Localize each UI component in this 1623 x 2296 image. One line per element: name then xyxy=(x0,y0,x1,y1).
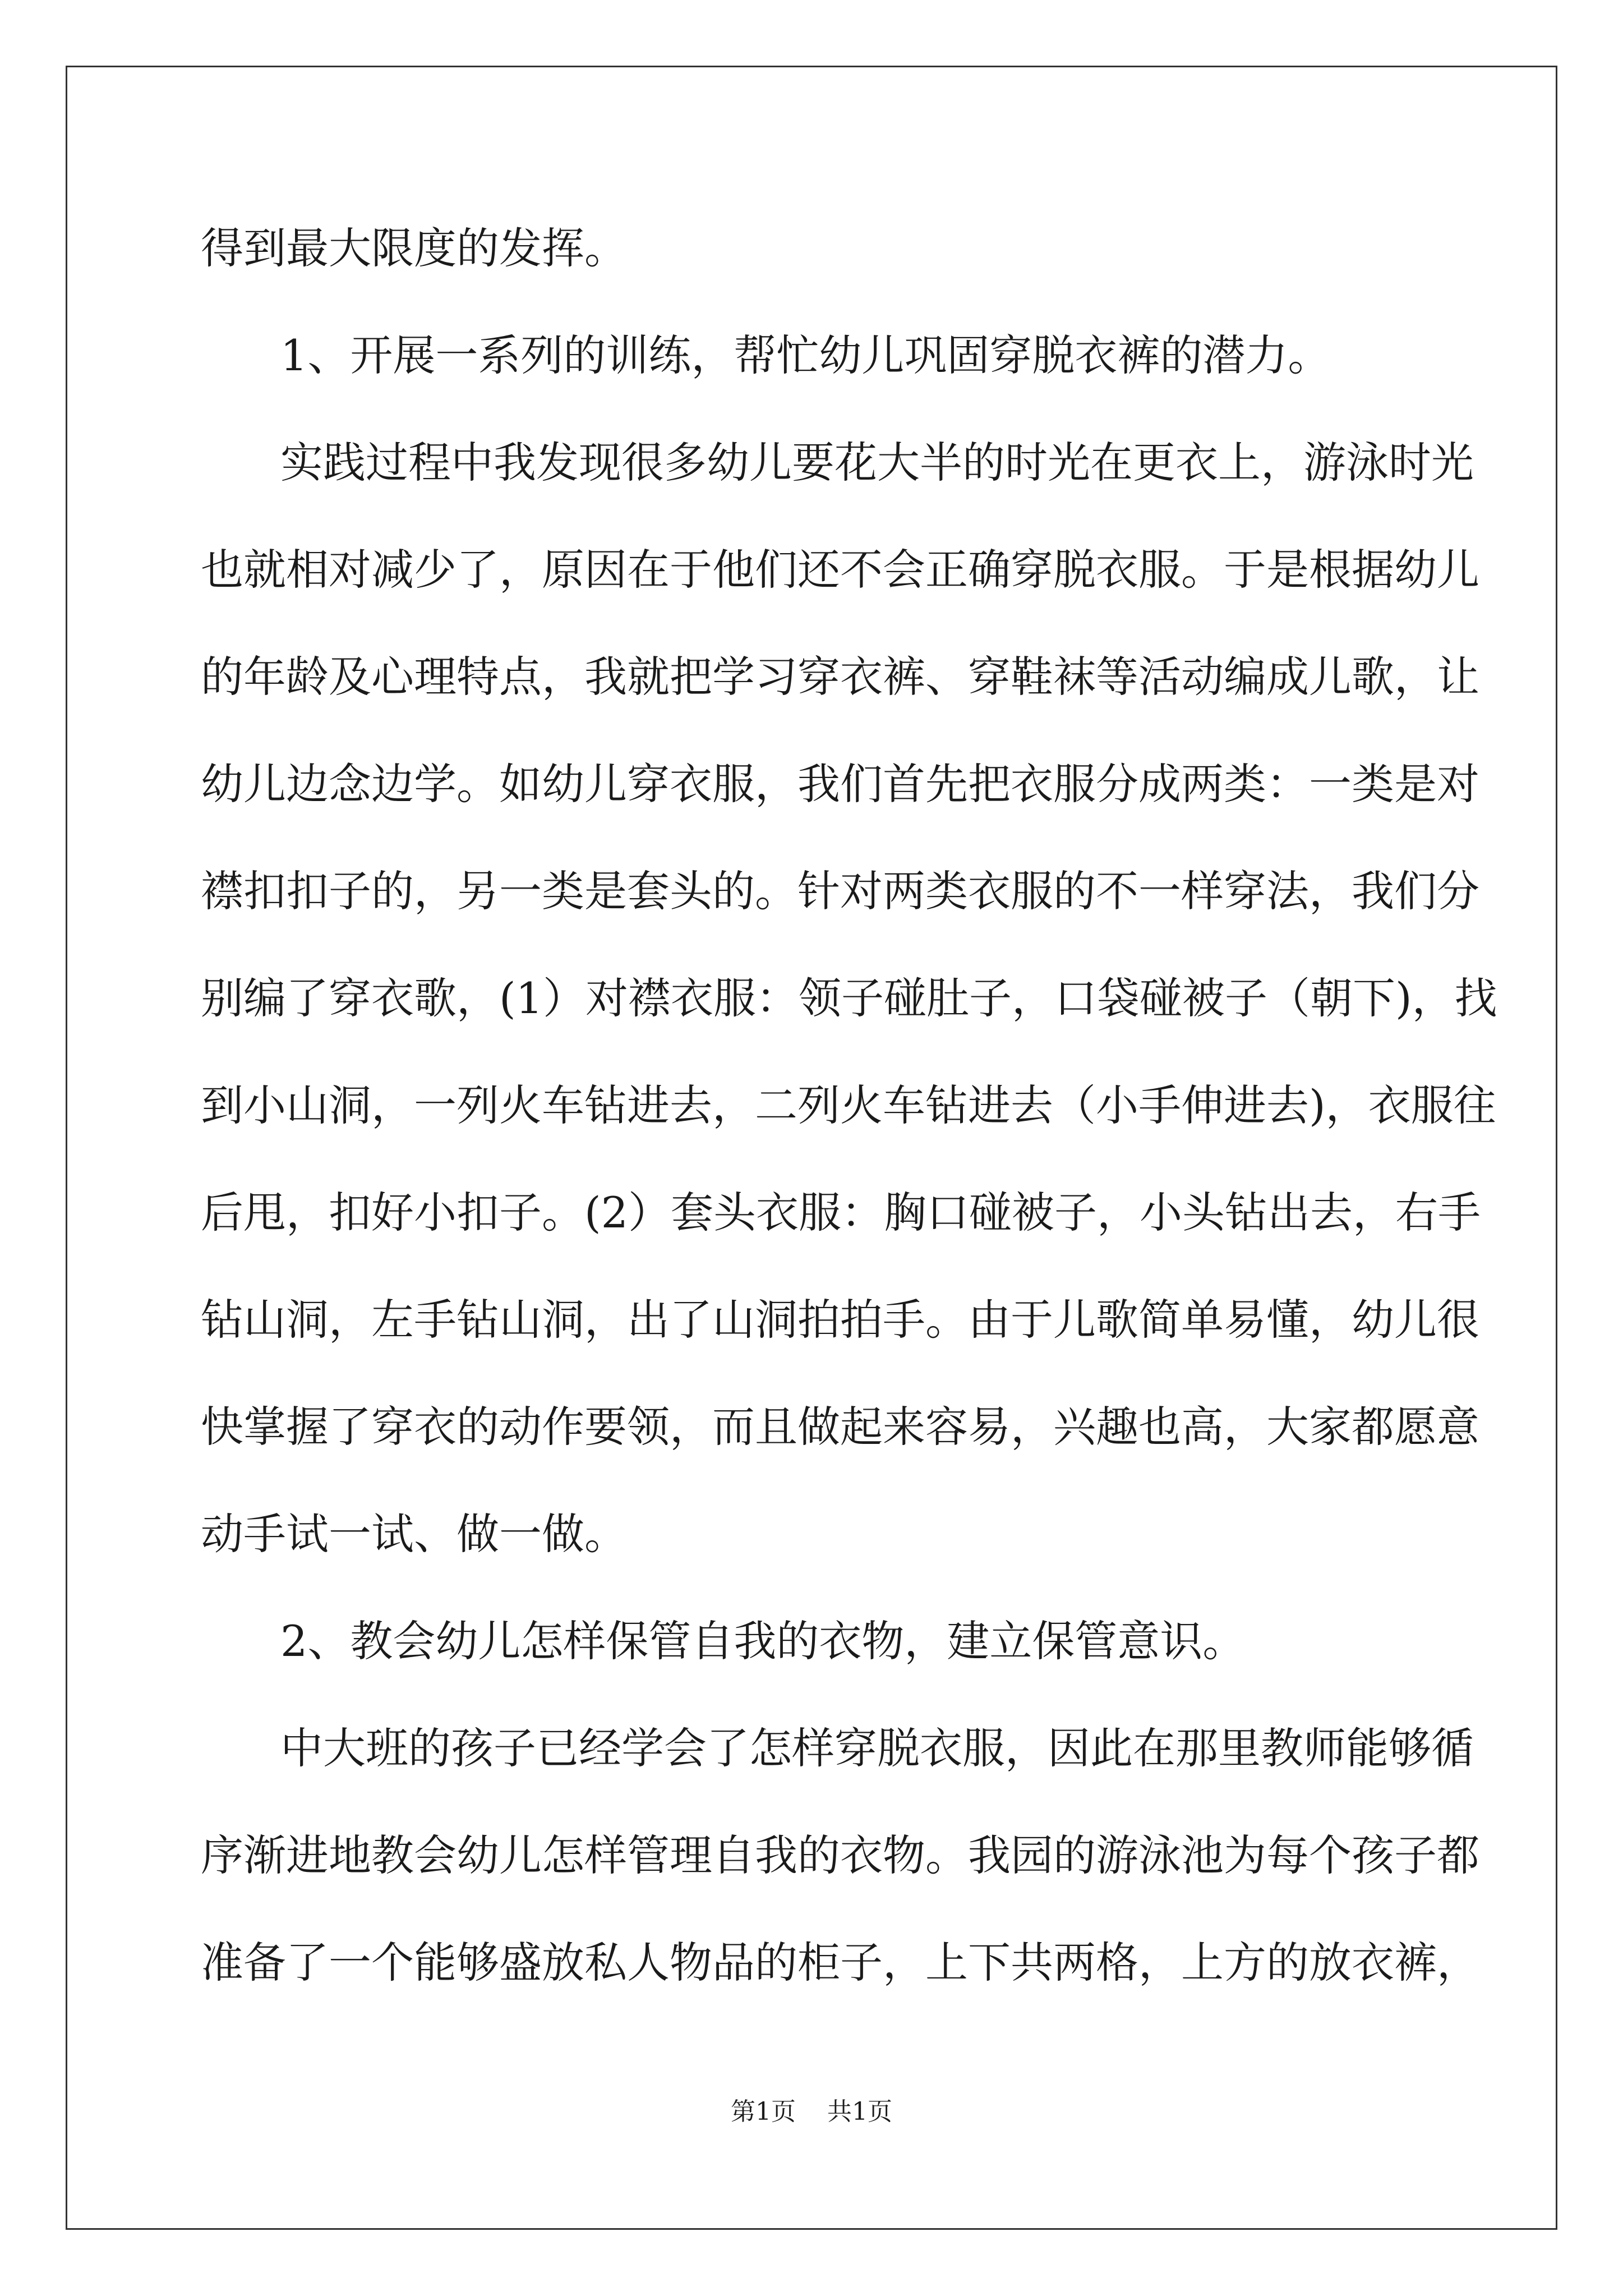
paragraph-line: 得到最大限度的发挥。 xyxy=(201,223,627,273)
page-border xyxy=(66,66,1557,2230)
paragraph-line: 实践过程中我发现很多幼儿要花大半的时光在更衣上，游泳时光 xyxy=(280,438,1474,487)
paragraph-line: 也就相对减少了，原因在于他们还不会正确穿脱衣服。于是根据幼儿 xyxy=(201,545,1479,595)
page-footer: 第1页 共1页 xyxy=(731,2097,892,2126)
paragraph-line: 后甩，扣好小扣子。(2）套头衣服：胸口碰被子，小头钻出去，右手 xyxy=(201,1188,1481,1237)
paragraph-line: 序渐进地教会幼儿怎样管理自我的衣物。我园的游泳池为每个孩子都 xyxy=(201,1830,1479,1880)
paragraph-line: 襟扣扣子的，另一类是套头的。针对两类衣服的不一样穿法，我们分 xyxy=(201,866,1479,916)
section-heading-1: 1、开展一系列的训练，帮忙幼儿巩固穿脱衣裤的潜力。 xyxy=(280,330,1331,380)
paragraph-line: 中大班的孩子已经学会了怎样穿脱衣服，因此在那里教师能够循 xyxy=(280,1723,1474,1773)
paragraph-line: 别编了穿衣歌，(1）对襟衣服：领子碰肚子，口袋碰被子（朝下)，找 xyxy=(201,973,1497,1023)
paragraph-line: 钻山洞，左手钻山洞，出了山洞拍拍手。由于儿歌简单易懂，幼儿很 xyxy=(201,1295,1479,1345)
section-heading-2: 2、教会幼儿怎样保管自我的衣物，建立保管意识。 xyxy=(280,1616,1246,1666)
paragraph-line: 幼儿边念边学。如幼儿穿衣服，我们首先把衣服分成两类：一类是对 xyxy=(201,759,1479,809)
paragraph-line: 快掌握了穿衣的动作要领，而且做起来容易，兴趣也高，大家都愿意 xyxy=(201,1402,1479,1452)
paragraph-line: 动手试一试、做一做。 xyxy=(201,1509,627,1559)
paragraph-line: 准备了一个能够盛放私人物品的柜子，上下共两格，上方的放衣裤， xyxy=(201,1938,1479,1987)
paragraph-line: 到小山洞，一列火车钻进去，二列火车钻进去（小手伸进去)，衣服往 xyxy=(201,1080,1496,1130)
paragraph-line: 的年龄及心理特点，我就把学习穿衣裤、穿鞋袜等活动编成儿歌，让 xyxy=(201,652,1479,702)
